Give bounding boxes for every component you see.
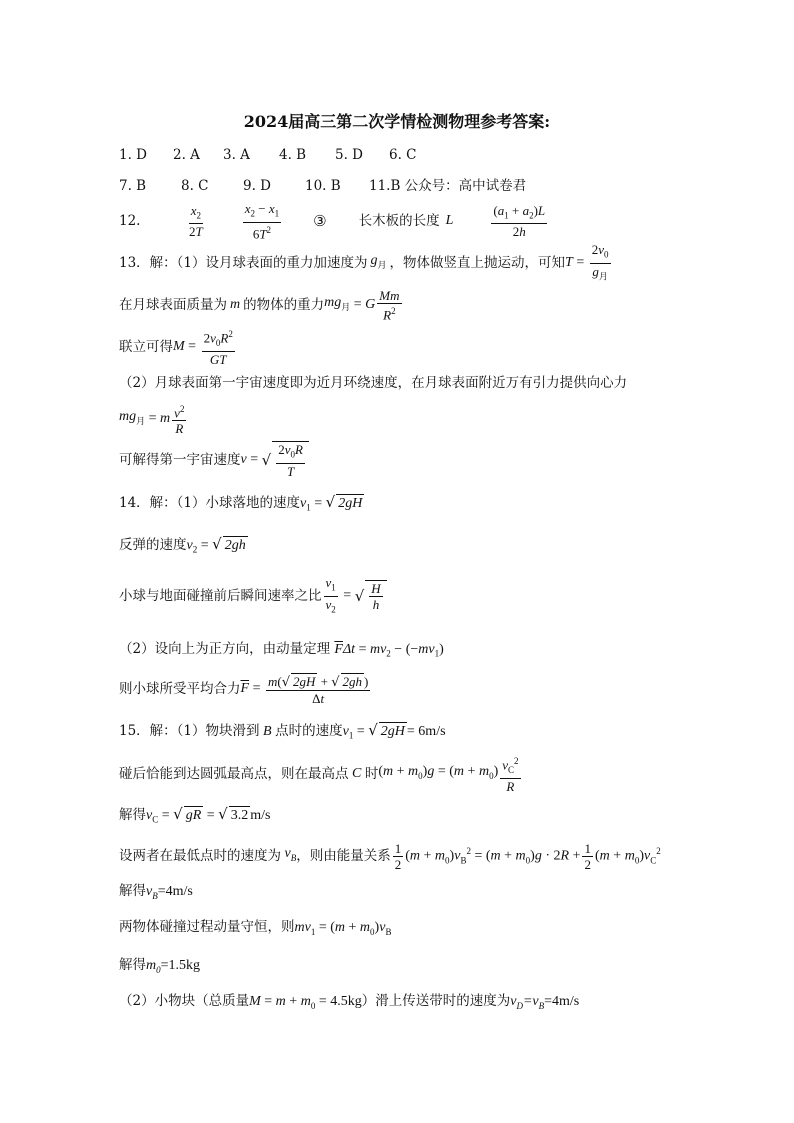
q13-line-2: 在月球表面质量为 m 的物体的重力 $mg_月$ = G $\frac{Mm}{R^2}$	[119, 287, 400, 323]
answer-item: 11.B 公众号：高中试卷君	[369, 178, 527, 194]
q14-text: 反弹的速度	[119, 537, 187, 553]
q12-answer-3: ③	[313, 212, 327, 230]
q14-text: 则小球所受平均合力	[119, 681, 241, 697]
formula: $\frac{1}{2}$	[584, 840, 591, 872]
formula: $\frac{2v_0R^2}{GT}$	[203, 329, 233, 367]
formula: $\frac{H}{h}$	[371, 581, 381, 612]
formula: $\frac{v_C^2}{R}$	[502, 756, 519, 794]
q15-text: ，则由能量关系	[296, 848, 391, 864]
q13-text: ，物体做竖直上抛运动，可知	[389, 255, 566, 271]
q12-line	[119, 201, 549, 241]
formula: $\frac{2v_0}{g_月}$	[591, 241, 609, 282]
answer-item: 5. D	[335, 147, 363, 163]
q15-text: m/s	[250, 808, 271, 823]
formula: $\frac{v^2}{R}$	[174, 403, 185, 437]
q15-text: 设两者在最低点时的速度为	[119, 848, 281, 864]
formula: $\frac{2v_0R}{T}$	[278, 442, 303, 479]
q14-line-5: 则小球所受平均合力 $\overline{F}$ = $\frac{m(√ 2gH + √ 2gh )}{\Delta t}$	[119, 673, 369, 706]
q14-text: （2）设向上为正方向，由动量定理	[119, 641, 331, 657]
choice-row-1	[119, 146, 417, 164]
q12-number: 12.	[119, 213, 141, 229]
q15-text: ）滑上传送带时的速度为	[361, 993, 511, 1009]
q13-line-5: $mg_月$ = m $\frac{v^2}{R}$	[119, 403, 185, 437]
q15-line-4: 设两者在最低点时的速度为 $v_B$ ，则由能量关系 $\frac{1}{2}$ $(m + m_0)v_B^2 = (m + m_0)g \cdot 2R$ + $\frac{1}{2}$ $(m + m_0)v_C^2$	[119, 840, 661, 872]
q13-line-6: 可解得第一宇宙速度 v = √ $\frac{2v_0R}{T}$	[119, 443, 309, 477]
q14-line-2: 反弹的速度$v_2$ = √ 2gh	[119, 535, 246, 555]
q12-answer-5: $\frac{(a_1 + a_2)L}{2h}$	[493, 202, 546, 240]
q15-line-3: 解得$v_C$ = √ gR = √ 3.2 m/s	[119, 805, 271, 825]
q15-text: 点时的速度	[275, 723, 343, 739]
q13-text: 可解得第一宇宙速度	[119, 452, 241, 468]
q15-text: 碰后恰能到达圆弧最高点，则在最高点	[119, 766, 349, 782]
q15-line-1: 15．解：（1）物块滑到 B 点时的速度$v_1$ = √ 2gH = 6m/s	[119, 721, 446, 741]
q15-text: =1.5kg	[160, 958, 201, 973]
formula: $\frac{Mm}{R^2}$	[379, 287, 400, 323]
answer-item: 6. C	[389, 147, 417, 163]
q12-answer-2: $\frac{x_2 - x_1}{6T^2}$	[244, 201, 280, 241]
q13-line-1: 13．解：（1）设月球表面的重力加速度为 $g_月$ ，物体做竖直上抛运动，可知 T = $\frac{2v_0}{g_月}$	[119, 246, 613, 280]
q15-text: 两物体碰撞过程动量守恒，则	[119, 919, 295, 935]
q15-text: 时	[364, 766, 379, 782]
q15-text: 解得	[119, 883, 146, 899]
q15-text: =4m/s	[544, 994, 580, 1009]
q13-text: 的物体的重力	[243, 297, 325, 313]
q15-line-2: 碰后恰能到达圆弧最高点，则在最高点 C 时 $(m + m_0)g = (m + m_0)$ $\frac{v_C^2}{R}$	[119, 756, 519, 794]
choice-row-2	[119, 177, 526, 195]
formula: $\frac{m(√ 2gH + √ 2gh )}{\Delta t}$	[267, 673, 369, 706]
answer-item: 7. B	[119, 178, 147, 194]
q14-line-4: （2）设向上为正方向，由动量定理 $\overline{F}\Delta t = mv_2 - (-mv_1)$	[119, 641, 444, 659]
answer-item: 2. A	[173, 147, 200, 163]
q15-text: 解得	[119, 957, 146, 973]
q12-var-l: L	[445, 213, 454, 228]
q15-line-6: 两物体碰撞过程动量守恒，则$mv_1 = (m + m_0)v_B$	[119, 919, 392, 937]
q15-line-7: 解得$m_0=1.5kg$	[119, 957, 201, 975]
q14-line-1: 14．解：（1）小球落地的速度$v_1$ = √ 2gH	[119, 493, 363, 513]
answer-item: 9. D	[243, 178, 271, 194]
q13-line-3: 联立可得 M = $\frac{2v_0R^2}{GT}$	[119, 329, 233, 367]
formula: $\frac{v_1}{v_2}$	[325, 574, 336, 615]
q13-text: 联立可得	[119, 339, 173, 355]
q13-line-4: （2）月球表面第一宇宙速度即为近月环绕速度，在月球表面附近万有引力提供向心力	[119, 375, 628, 391]
formula: $\frac{1}{2}$	[394, 840, 402, 872]
q14-text: 小球与地面碰撞前后瞬间速率之比	[119, 588, 322, 604]
answer-item: 8. C	[181, 178, 209, 194]
answer-item: 4. B	[279, 147, 307, 163]
q15-text: 15．解：（1）物块滑到	[119, 723, 260, 739]
q15-line-5: 解得$v_B=4m/s$	[119, 883, 193, 901]
answer-item: 3. A	[223, 147, 250, 163]
answer-item: 10. B	[305, 178, 341, 194]
q14-line-3: 小球与地面碰撞前后瞬间速率之比 $\frac{v_1}{v_2}$ = √ $\frac{H}{h}$	[119, 579, 387, 613]
q12-answer-1: $\frac{x_2}{2T}$	[189, 202, 203, 240]
q15-text: （2）小物块（总质量	[119, 993, 250, 1009]
answer-item: 1. D	[119, 147, 147, 163]
q12-answer-4: 长木板的长度	[358, 213, 440, 229]
q15-text: =4m/s	[157, 884, 193, 899]
q13-text: 在月球表面质量为	[119, 297, 227, 313]
q15-line-8: （2）小物块（总质量$M = m + m_0 = 4.5kg$）滑上传送带时的速度为$v_D=v_B=4m/s$	[119, 993, 580, 1011]
q15-text: = 6m/s	[406, 724, 446, 739]
page-title: 2024届高三第二次学情检测物理参考答案:	[243, 112, 551, 131]
q14-text: 14．解：（1）小球落地的速度	[119, 495, 301, 511]
q13-text: 13．解：（1）设月球表面的重力加速度为	[119, 255, 368, 271]
q15-text: 解得	[119, 807, 146, 823]
